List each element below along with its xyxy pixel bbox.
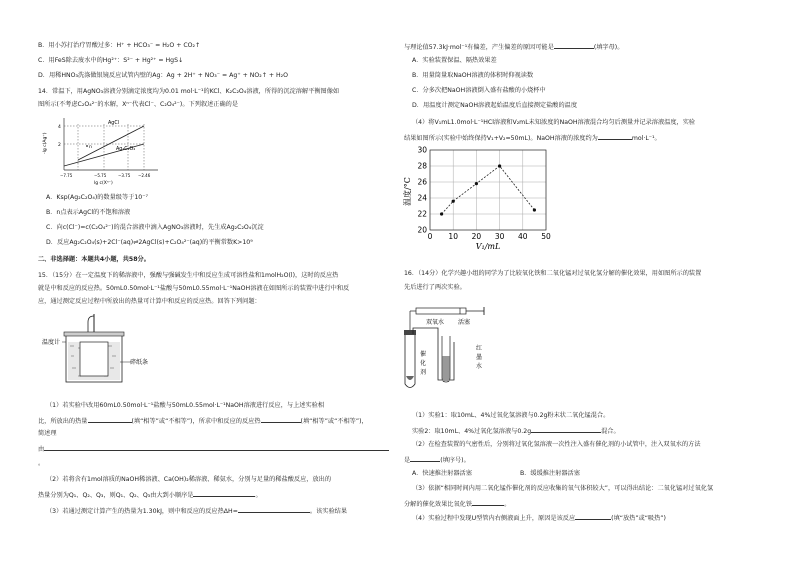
q15-stem-2: 就是中和反应的反应热。50mL0.50mol·L⁻¹盐酸与50mL0.55mol·L⁻¹NaOH溶液在如图所示的装置中进行中和反 bbox=[38, 285, 350, 292]
x-tick-50: 50 bbox=[541, 232, 551, 241]
q15-part3 bbox=[46, 506, 347, 515]
q16-exp2-post: 混合。 bbox=[601, 428, 620, 435]
syringe-barrel bbox=[416, 308, 466, 314]
q14-stem-2: 图所示(不考虑C₂O₄²⁻的水解，Xⁿ⁻代表Cl⁻、C₂O₄²⁻)。下列叙述正确的是 bbox=[38, 101, 239, 108]
q15-blank-deltah[interactable] bbox=[238, 506, 310, 513]
q15-part1-a: （1）若实验中改用60mL0.50mol·L⁻¹盐酸与50mL0.55mol·L⁻¹NaOH溶液进行反应，与上述实验相 bbox=[46, 402, 325, 409]
q15-blank-naoh-conc[interactable] bbox=[598, 133, 632, 140]
q14-solubility-graph bbox=[38, 114, 168, 186]
stopcock-label: 活塞 bbox=[458, 319, 471, 326]
temperature-series-line bbox=[442, 166, 535, 214]
h2o2-label: 双氧水 bbox=[426, 319, 445, 326]
q15-part1-d-label: 由 bbox=[38, 446, 45, 453]
q16-part2-b-post: (填序号)。 bbox=[440, 457, 470, 464]
agcl-label: AgCl bbox=[108, 121, 120, 126]
y-tick-2: 2 bbox=[58, 143, 61, 148]
q16-stem-1: 16．（14分）化学兴趣小组的同学为了比较氧化铁和二氧化锰对过氧化氢分解的催化效果，用如图所示的装置 bbox=[404, 270, 702, 277]
chart-x-label: V₁/mL bbox=[475, 242, 501, 250]
q16-blank-method[interactable] bbox=[410, 455, 440, 462]
q16-part2-b-pre: 是 bbox=[404, 457, 411, 464]
q15-cont-line1-post: (填字母)。 bbox=[593, 44, 624, 51]
q15-blank-deviation[interactable] bbox=[554, 42, 594, 49]
q16-part4 bbox=[412, 513, 666, 522]
inner-beaker bbox=[80, 342, 108, 376]
ag2c2o4-label: Ag₂C₂O₄ bbox=[116, 147, 136, 152]
q16-part3-b-post: 。 bbox=[504, 501, 511, 508]
q16-option-a: A．快速推注射器活塞 bbox=[412, 470, 472, 477]
point-n-label: n bbox=[89, 145, 92, 150]
y-tick-28: 28 bbox=[417, 161, 427, 171]
chart-ticks bbox=[417, 146, 551, 242]
q16-part3-b-pre: 分解的催化效果比氧化铁 bbox=[404, 501, 473, 508]
q15-cont-option-c: C．分多次把NaOH溶液倒入盛有盐酸的小烧杯中 bbox=[412, 87, 546, 94]
x-tick-4: −2.46 bbox=[138, 173, 151, 178]
q15-blank-heat-of-reaction[interactable] bbox=[261, 416, 301, 423]
plot-frame bbox=[430, 150, 546, 230]
x-tick-3: −3.75 bbox=[118, 173, 131, 178]
q16-blank-catalyst[interactable] bbox=[531, 426, 601, 433]
agcl-line bbox=[78, 126, 144, 160]
chart-grid bbox=[430, 150, 546, 230]
q15-part2-a: （2）若将含有1mol溶质的NaOH稀溶液、Ca(OH)₂稀溶液、稀氨水，分别与足量的稀盐酸反应，放出的 bbox=[46, 476, 332, 483]
q15-cont-option-d: D．用温度计测定NaOH溶液起始温度后直接测定盐酸的温度 bbox=[412, 102, 578, 109]
q16-stem-2: 先后进行了两次实验。 bbox=[404, 284, 466, 291]
q15-part3-pre: （3）若通过测定计算产生的热量为1.30kJ，则中和反应的反应热ΔH= bbox=[46, 508, 238, 515]
q15-part2-b-post: 。 bbox=[255, 492, 262, 499]
q16-blank-effect[interactable] bbox=[472, 499, 504, 506]
y-tick-4: 4 bbox=[58, 125, 61, 130]
q14-option-a: A．Ksp(Ag₂C₂O₄)的数量级等于10⁻⁷ bbox=[46, 194, 148, 201]
red-ink bbox=[443, 356, 450, 381]
q14-option-d: D．反应Ag₂C₂O₄(s)+2Cl⁻(aq)⇌2AgCl(s)+C₂O₄²⁻(aq)的平衡常数K>10⁹ bbox=[46, 239, 253, 246]
x-tick-1: −7.75 bbox=[60, 173, 73, 178]
x-tick-20: 20 bbox=[471, 232, 482, 241]
q16-part1-exp1: （1）实验1：取10mL、4%过氧化氢溶液与0.2g粉末状二氧化锰混合。 bbox=[412, 412, 610, 419]
q13-option-c: C．用FeS除去废水中的Hg²⁺：S²⁻ + Hg²⁺ = HgS↓ bbox=[38, 57, 184, 64]
q15-cont-line1-pre: 与理论值57.3kJ·mol⁻¹有偏差，产生偏差的原因可能是 bbox=[404, 44, 554, 51]
q15-part1-c: 简述理 bbox=[38, 430, 57, 437]
thermometer-label: 温度计 bbox=[42, 339, 61, 346]
ink-label-2: 墨 bbox=[476, 354, 483, 361]
chart-series bbox=[440, 164, 536, 215]
y-tick-20: 20 bbox=[417, 225, 427, 235]
q14-option-b: B．n点表示AgCl的不饱和溶液 bbox=[46, 209, 131, 216]
catalyst-label-3: 剂 bbox=[420, 369, 427, 376]
q15-stem-1: 15．（15分）在一定温度下的稀溶液中，强酸与强碱发生中和反应生成可溶性盐和1molH₂O(l)，这时的反应热 bbox=[38, 272, 339, 279]
q14-option-c: C．向c(Cl⁻)=c(C₂O₄²⁻)的混合溶液中滴入AgNO₃溶液时，先生成Ag₂C₂O₄沉淀 bbox=[46, 224, 264, 231]
y-tick-22: 22 bbox=[417, 209, 427, 219]
q15-part2-b-pre: 热量分别为Q₁、Q₂、Q₃，则Q₁、Q₂、Q₃由大到小顺序是 bbox=[38, 492, 194, 499]
q16-part3-b bbox=[404, 499, 510, 508]
apparatus-figure bbox=[400, 296, 510, 396]
q15-part1-b-mid: (填“相等”或“不相等”)，所求中和反应的反应热 bbox=[131, 418, 261, 425]
chart-y-label: 温度/°C bbox=[403, 177, 412, 206]
paper-label: 碎纸条 bbox=[130, 359, 149, 366]
q15-cont-option-a: A．实验装置保温、隔热效果差 bbox=[412, 57, 497, 64]
q15-blank-reason[interactable] bbox=[44, 444, 389, 451]
q15-cont-line1 bbox=[404, 42, 623, 51]
stirrer bbox=[88, 316, 94, 322]
q14-stem-1: 14．常温下，用AgNO₃溶液分别滴定浓度均为0.01 mol·L⁻¹的KCl、K₂C₂O₄溶液，所得的沉淀溶解平衡图像如 bbox=[38, 88, 340, 95]
q16-part3-a: （3）依据“相同时间内用二氧化锰作催化剂的反应收集的氧气体积较大”，可以得出结论：二氧化锰对过氧化氢 bbox=[412, 485, 714, 492]
q15-part1-b bbox=[38, 416, 368, 425]
q13-option-b: B．用小苏打治疗胃酸过多：H⁺ + HCO₃⁻ = H₂O + CO₂↑ bbox=[38, 42, 201, 49]
data-point-30 bbox=[498, 164, 501, 167]
x-tick-10: 10 bbox=[448, 232, 458, 241]
q15-blank-order[interactable] bbox=[193, 490, 255, 497]
x-tick-0: 0 bbox=[427, 232, 433, 241]
temperature-chart bbox=[396, 144, 576, 250]
y-axis-label: -lg c(Ag⁺) bbox=[43, 132, 48, 154]
q15-stem-3: 应，通过测定反应过程中所放出的热量可计算中和反应的反应热。回答下列问题： bbox=[38, 298, 261, 305]
q15-part4-b bbox=[404, 133, 661, 142]
q16-part2-a: （2）在检查装置的气密性后，分别将过氧化氢溶液一次性注入盛有催化剂的小试管中，注入双氧水的方法 bbox=[412, 441, 701, 448]
data-point-5 bbox=[440, 212, 443, 215]
q15-part4-b-pre: 结果如图所示(实验中始终保持V₁+V₂=50mL)。NaOH溶液的浓度约为 bbox=[404, 135, 598, 142]
q15-part4-a: （4）将V₁mL1.0mol·L⁻¹HCl溶液和V₂mL未知浓度的NaOH溶液混合均匀后测量并记录溶液温度，实验 bbox=[412, 119, 696, 126]
q16-part4-post: (填“放热”或“吸热”) bbox=[611, 515, 666, 522]
data-point-45 bbox=[533, 208, 536, 211]
rubber-stopper bbox=[404, 330, 416, 335]
x-tick-2: −5.75 bbox=[94, 173, 107, 178]
q15-blank-heat[interactable] bbox=[88, 416, 132, 423]
q15-part1-b-pre: 比，所放出的热量 bbox=[38, 418, 88, 425]
y-tick-30: 30 bbox=[417, 145, 427, 155]
point-n-marker bbox=[86, 145, 88, 147]
y-tick-26: 26 bbox=[417, 177, 427, 187]
q15-part1-b-post: (填“相等”或“不相等”)， bbox=[300, 418, 368, 425]
q15-cont-option-b: B．用量筒量取NaOH溶液的体积时仰视读数 bbox=[412, 72, 534, 79]
cover-board bbox=[64, 332, 124, 336]
data-point-20 bbox=[475, 182, 478, 185]
q16-part4-pre: （4）实验过程中发现U型管内右侧液面上升，原因是该反应 bbox=[412, 515, 576, 522]
x-tick-40: 40 bbox=[518, 232, 528, 241]
calorimeter-figure bbox=[38, 312, 158, 388]
q16-option-b: B．缓缓推注射器活塞 bbox=[520, 470, 580, 477]
q15-part1-e: 。 bbox=[38, 460, 45, 467]
q16-blank-heat-type[interactable] bbox=[575, 513, 611, 520]
q15-part4-b-post: mol·L⁻¹。 bbox=[631, 135, 661, 142]
x-tick-30: 30 bbox=[494, 232, 505, 241]
ink-label-1: 红 bbox=[476, 345, 483, 352]
q15-part3-post: 。该实验结果 bbox=[309, 508, 348, 515]
ink-label-3: 水 bbox=[476, 363, 483, 370]
q16-part1-exp2 bbox=[412, 426, 620, 435]
section-2-heading: 二、非选择题：本题共4小题，共58分。 bbox=[38, 256, 150, 263]
q15-part2-b bbox=[38, 490, 262, 499]
catalyst-label-2: 化 bbox=[420, 360, 427, 367]
catalyst-label-1: 催 bbox=[420, 351, 427, 358]
y-tick-24: 24 bbox=[417, 193, 427, 203]
q16-part2-b bbox=[404, 455, 470, 464]
x-axis-label: lg c(Xⁿ⁻) bbox=[94, 181, 113, 186]
data-point-10 bbox=[452, 200, 455, 203]
q16-exp2-pre: 实验2：取10mL、4%过氧化氢溶液与0.2g bbox=[412, 428, 532, 435]
q15-part1-d bbox=[38, 444, 389, 453]
q13-option-d: D．用稀HNO₃洗涤做银镜反应试管内壁的Ag：Ag + 2H⁺ + NO₃⁻ = Ag⁺ + NO₂↑ + H₂O bbox=[38, 72, 289, 79]
